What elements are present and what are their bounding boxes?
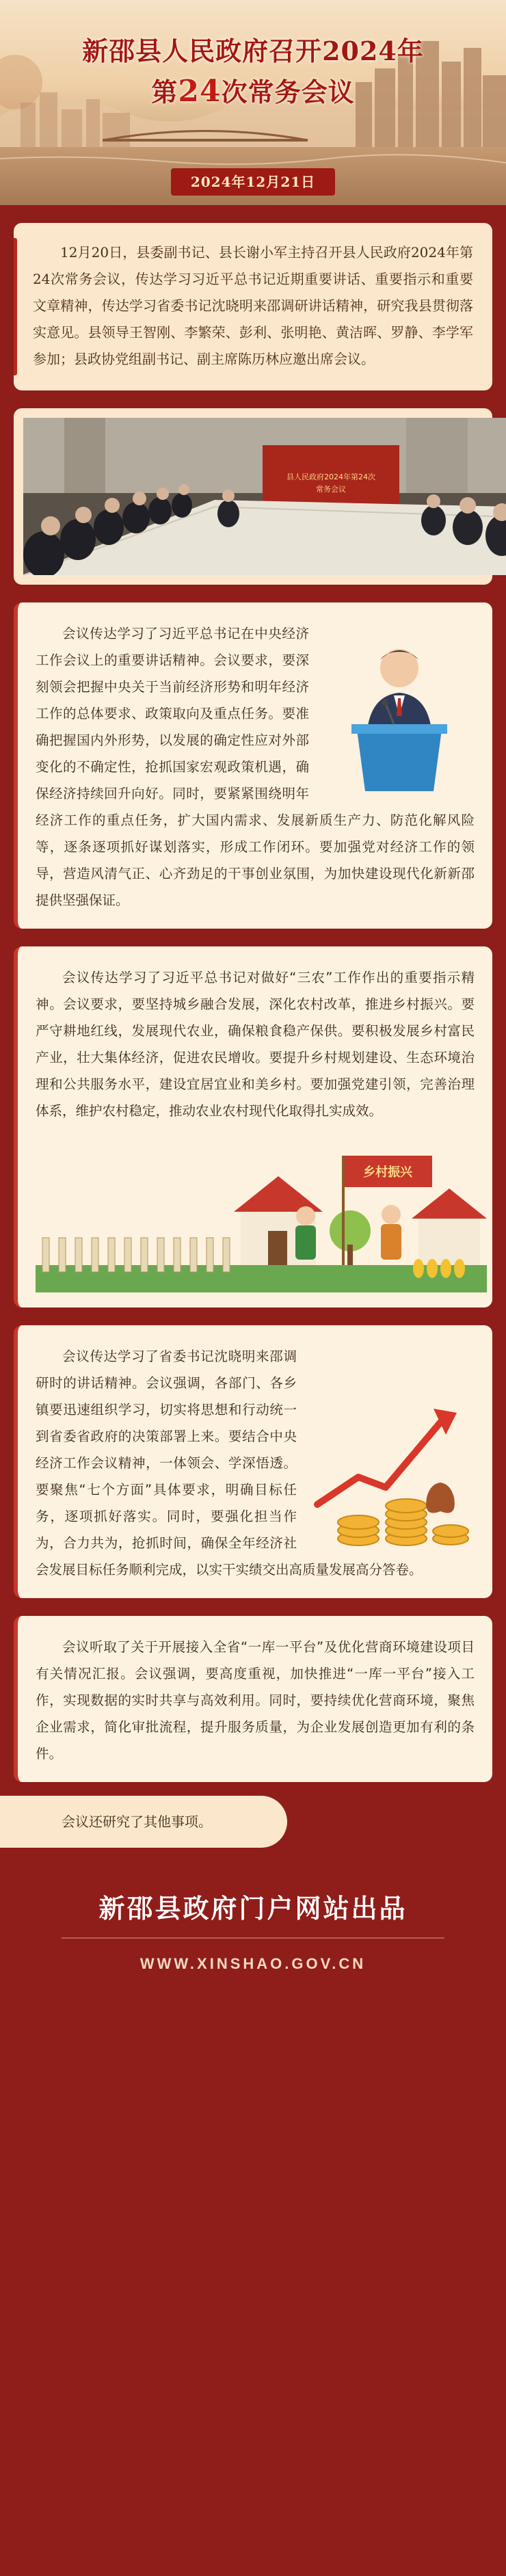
section-text: 会议传达学习了习近平总书记在中央经济工作会议上的重要讲话精神。会议要求，要深刻领会把握中央关于当前经济形势和明年经济工作的总体要求、政策取向及重点任务。要准确把握国内外形势，以发展的确定性应对外部变化的不确定性，抢抓国家宏观政策机遇，确保经济持续回升向好。同时，要紧紧围绕明年经济工作的重点任务，扩大国内需求、发展新质生产力、防范化解风险等，逐条逐项抓好谋划落实，形成工作闭环。要加强党对经济工作的领导，营造风清气正、心齐劲足的干事创业氛围，为加快建设现代化新新邵提供坚强保证。 <box>36 626 475 908</box>
photo-banner-line2: 常务会议 <box>316 485 346 494</box>
intro-text: 12月20日，县委副书记、县长谢小军主持召开县人民政府2024年第24次常务会议，传达学习习近平总书记近期重要讲话、重要指示和重要文章精神，传达学习省委书记沈晓明来邵调研讲话精神，研究我县贯彻落实意见。县领导王智刚、李繁荣、彭利、张明艳、黄洁晖、罗静、李学军参加；县政协党组副书记、副主席陈历林应邀出席会议。 <box>33 244 473 367</box>
footer-producer: 新邵县政府门户网站出品 <box>98 1894 408 1924</box>
date-badge: 2024年12月21日 <box>171 168 335 196</box>
section-text: 会议传达学习了习近平总书记对做好“三农”工作作出的重要指示精神。会议要求，要坚持城乡融合发展，深化农村改革，推进乡村振兴。要严守耕地红线，发展现代农业，确保粮食稳产保供。要积极发展乡村富民产业，壮大集体经济，促进农民增收。要提升乡村规划建设、生态环境治理和公共服务水平，建设宜居宜业和美乡村。要加强党建引领，完善治理体系，维护农村稳定，推动农业农村现代化取得扎实成效。 <box>36 970 475 1119</box>
page-title-line2 <box>0 71 506 109</box>
footer-website[interactable]: WWW.XINSHAO.GOV.CN <box>139 1955 367 1972</box>
header-banner <box>0 0 506 205</box>
rural-revitalization-illustration <box>36 1128 487 1292</box>
section-card-one-platform <box>14 1616 492 1782</box>
meeting-photo <box>23 418 506 575</box>
speaker-podium-icon <box>317 627 475 798</box>
intro-card <box>14 223 492 390</box>
growth-chart-coins-illustration <box>304 1347 475 1552</box>
closing-note: 会议还研究了其他事项。 <box>0 1796 287 1848</box>
footer-divider <box>62 1935 444 1941</box>
section-card-provincial-secretary <box>14 1325 492 1598</box>
photo-banner-line1: 县人民政府2024年第24次 <box>287 473 375 481</box>
section-text: 会议听取了关于开展接入全省“一库一平台”及优化营商环境建设项目有关情况汇报。会议强调，要高度重视，加快推进“一库一平台”接入工作，实现数据的实时共享与高效利用。同时，要持续优化营商环境，聚焦企业需求，简化审批流程，提升服务质量，为企业发展创造更加有利的条件。 <box>36 1639 475 1762</box>
section-card-economic-work <box>14 602 492 929</box>
rural-sign-text: 乡村振兴 <box>363 1165 412 1180</box>
footer <box>0 1887 506 2000</box>
title-suffix: 次常务会议 <box>221 77 355 107</box>
section-card-rural-work <box>14 946 492 1307</box>
section-text: 会议传达学习了省委书记沈晓明来邵调研时的讲话精神。会议强调，各部门、各乡镇要迅速组织学习，切实将思想和行动统一到省委省政府的决策部署上来。要结合中央经济工作会议精神，一体领会、学深悟透。要聚焦“七个方面”具体要求，明确目标任务，逐项抓好落实。同时，要强化担当作为，合力共为，抢抓时间，确保全年经济社会发展目标任务顺利完成，以实干实绩交出高质量发展高分答卷。 <box>36 1349 423 1578</box>
meeting-photo-frame <box>14 408 492 585</box>
page-title-line1: 新邵县人民政府召开2024年 <box>82 36 424 66</box>
title-number: 24 <box>178 74 222 109</box>
title-prefix: 第 <box>151 77 178 107</box>
